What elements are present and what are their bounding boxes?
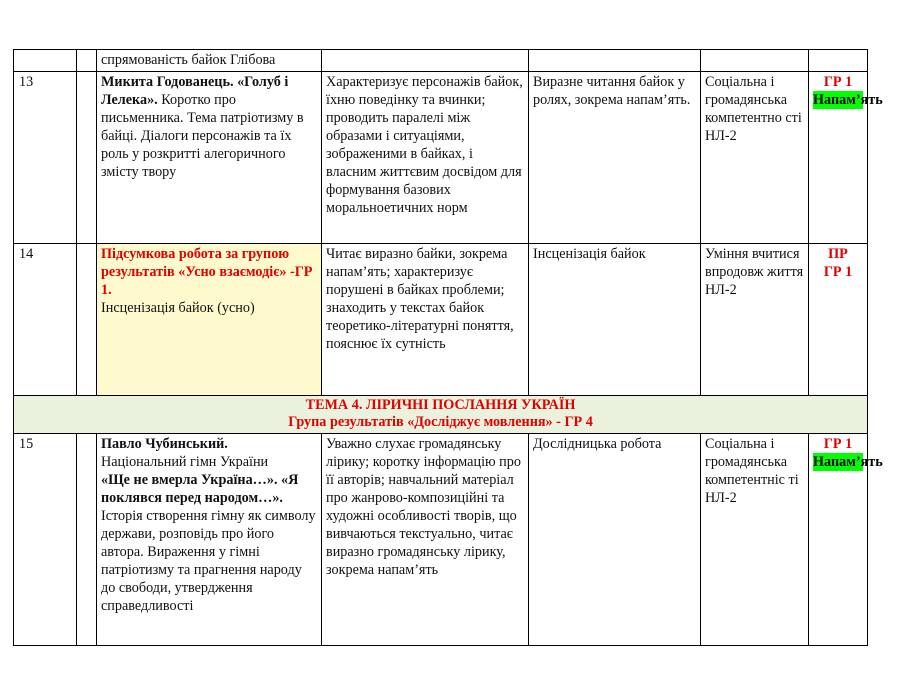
author-name: Павло Чубинський. [101, 436, 228, 452]
cell-num [14, 50, 77, 72]
row-number: 14 [14, 244, 77, 396]
cell-activity: Виразне читання байок у ролях, зокрема напам’ять. [529, 72, 701, 244]
cell-activity: Дослідницька робота [529, 434, 701, 646]
row-number: 15 [14, 434, 77, 646]
cell-blank [77, 434, 97, 646]
section-title: ТЕМА 4. ЛІРИЧНІ ПОСЛАННЯ УКРАЇН [305, 397, 576, 413]
pr-label: ПР [828, 246, 848, 262]
cell-blank [77, 72, 97, 244]
work-title-2: «Я поклявся перед народом…». [101, 472, 299, 506]
cell-competence: Соціальна і громадянська компетентно сті НЛ-2 [701, 72, 809, 244]
group-label: ГР 1 [823, 264, 853, 280]
group-label: ГР 1 [823, 74, 853, 90]
row-number: 13 [14, 72, 77, 244]
cell-activity: Інсценізація байок [529, 244, 701, 396]
section-header [14, 396, 868, 434]
work-title-1: «Ще не вмерла Україна…». [101, 472, 278, 488]
group-label: ГР 1 [823, 436, 853, 452]
cell-group [809, 244, 868, 396]
topic-description: Історія створення гімну як символу держави, розповідь про його автора. Вираження у гімні патріотизму та прагнення народу до свободи, утвердження справедливості [101, 508, 316, 614]
cell-blank [77, 50, 97, 72]
table-row-continuation [14, 50, 868, 72]
table-row-15 [14, 434, 868, 646]
cell-group [809, 50, 868, 72]
cell-outcomes: Характеризує персонажів байок, їхню поведінку та вчинки; проводить паралелі між образами і ситуаціями, зображеними в байках, і власним життєвим досвідом для формування базових моральноетичних норм [322, 72, 529, 244]
section-header-row [14, 396, 868, 434]
cell-competence: Соціальна і громадянська компетентніс ті НЛ-2 [701, 434, 809, 646]
cell-blank [77, 244, 97, 396]
summary-work-title: Підсумкова робота за групою результатів «Усно взаємодіє» -ГР 1. [101, 246, 313, 298]
cell-activity [529, 50, 701, 72]
topic-description: Коротко про письменника. Тема патріотизму в байці. Діалоги персонажів та їх роль у розкритті алегоричного змісту твору [101, 92, 304, 180]
cell-topic [97, 72, 322, 244]
cell-group [809, 434, 883, 646]
memorize-badge: Напам’ять [813, 454, 883, 470]
memorize-badge: Напам’ять [813, 92, 883, 108]
table-row-14 [14, 244, 868, 396]
cell-topic [97, 244, 322, 396]
cell-topic: спрямованість байок Глібова [97, 50, 322, 72]
table-row-13 [14, 72, 868, 244]
section-subtitle: Група результатів «Досліджує мовлення» - ГР 4 [288, 414, 593, 430]
cell-group [809, 72, 883, 244]
cell-competence [701, 50, 809, 72]
lesson-plan-table [13, 49, 883, 646]
anthem-label: Національний гімн України [101, 454, 269, 470]
cell-outcomes: Читає виразно байки, зокрема напам’ять; характеризує порушені в байках проблеми; знаходить у текстах байок теоретико-літературні поняття, пояснює їх сутність [322, 244, 529, 396]
topic-description: Інсценізація байок (усно) [101, 300, 255, 316]
topic-title: Микита Годованець. «Голуб і Лелека». [101, 74, 289, 108]
cell-topic [97, 434, 322, 646]
cell-outcomes [322, 50, 529, 72]
cell-competence: Уміння вчитися впродовж життя НЛ-2 [701, 244, 809, 396]
cell-outcomes: Уважно слухає громадянську лірику; коротку інформацію про її авторів; навчальний матеріал про жанрово-композиційні та художні особливості творів, що вивчаються текстуально, читає виразно громадянську лірику, зокрема напам’ять [322, 434, 529, 646]
